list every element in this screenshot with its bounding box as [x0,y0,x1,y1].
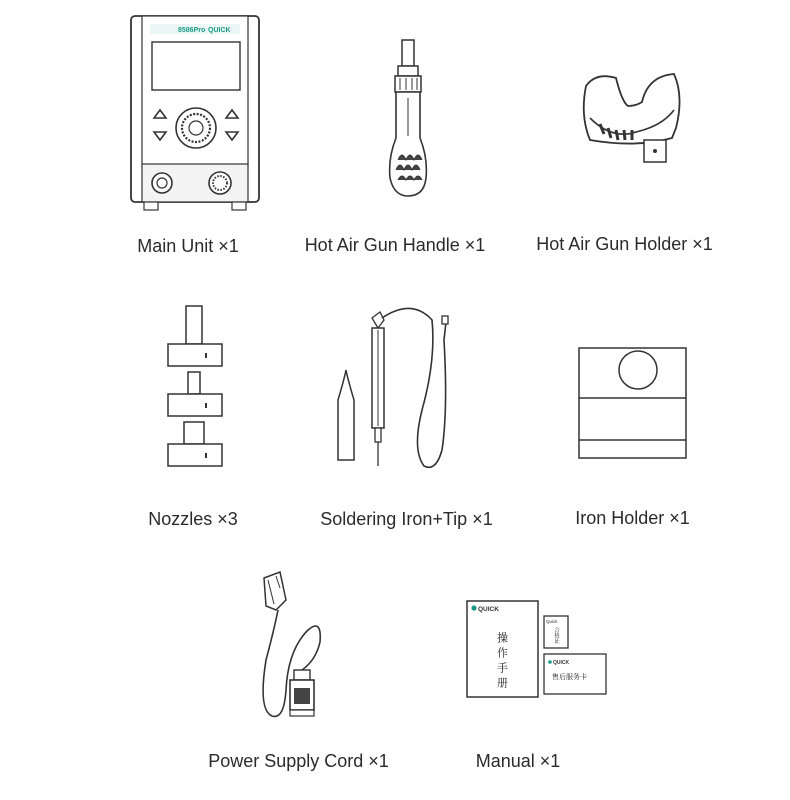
hot-air-gun-holder-icon [576,66,686,176]
card-label: 售后服务卡 [552,673,587,681]
manual-icon [466,600,612,700]
item-label-iron-holder: Iron Holder ×1 [575,508,690,528]
manual-booklet-title: 操作手册 [495,632,509,692]
item-label-soldering-iron: Soldering Iron+Tip ×1 [320,509,493,529]
item-label-main-unit: Main Unit ×1 [137,236,239,256]
item-label-nozzles: Nozzles ×3 [148,509,238,529]
soldering-iron-icon [332,300,462,470]
certificate-brand: Quick [546,619,558,624]
main-unit-model: 8586Pro [178,27,206,34]
nozzles-icon [164,304,226,466]
power-cord-icon [256,570,336,722]
certificate-label: 合格证 [553,627,559,644]
main-unit-brand: QUICK [208,27,231,34]
hot-air-gun-handle-icon [380,38,440,198]
manual-brand: QUICK [478,606,499,613]
main-unit-icon [128,14,263,214]
item-label-hot-air-gun-holder: Hot Air Gun Holder ×1 [536,234,713,254]
item-label-manual: Manual ×1 [475,751,561,771]
item-label-hot-air-gun-handle: Hot Air Gun Handle ×1 [304,235,486,255]
iron-holder-icon [578,346,688,460]
card-brand: QUICK [553,660,570,666]
item-label-power-cord: Power Supply Cord ×1 [208,751,389,771]
